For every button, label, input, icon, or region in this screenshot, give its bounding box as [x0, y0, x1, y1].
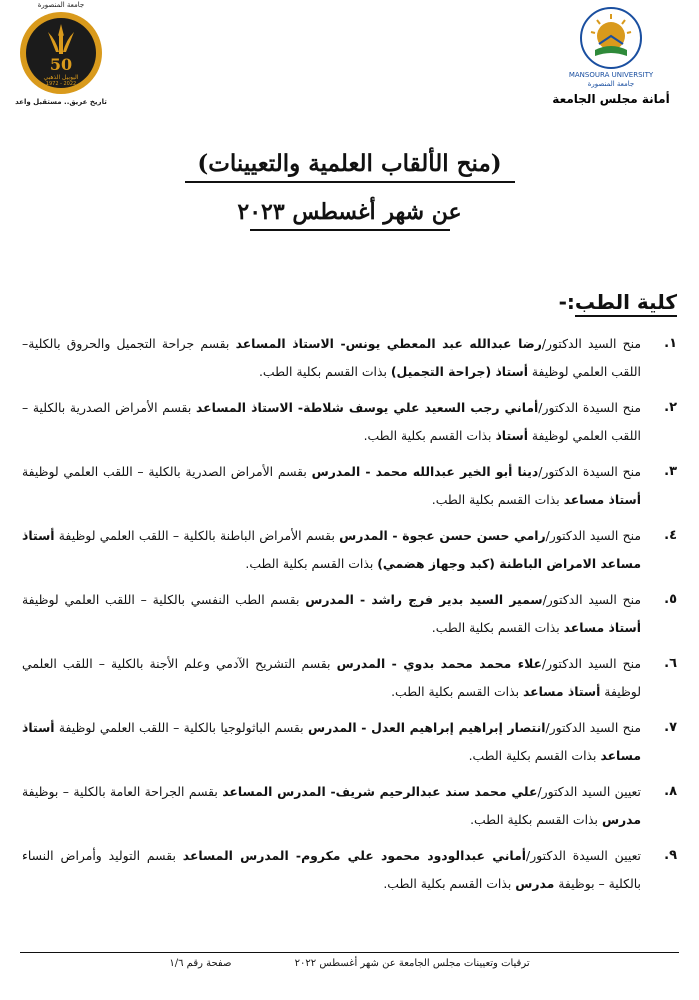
appointments-list	[22, 330, 677, 906]
list-item-number: ٩.	[664, 848, 677, 863]
university-logo-en-text: MANSOURA UNIVERSITY	[568, 71, 654, 79]
item-title: أستاذ مساعد	[22, 720, 641, 763]
list-item-text	[22, 394, 641, 450]
golden-jubilee-logo	[15, 1, 107, 106]
item-title: أستاذ مساعد	[563, 620, 641, 635]
item-title: أستاذ	[495, 428, 528, 443]
item-name: انتصار إبراهيم إبراهيم العدل - المدرس	[307, 720, 546, 735]
council-secretariat-caption: أمانة مجلس الجامعة	[552, 92, 670, 106]
university-emblem-icon	[579, 6, 643, 70]
list-item	[22, 714, 677, 770]
item-department: بقسم الطب النفسي بالكلية – اللقب العلمي لوظيفة	[22, 592, 306, 607]
item-title: مدرس	[601, 812, 641, 827]
item-department: بقسم جراحة التجميل والحروق بالكلية– اللقب العلمي لوظيفة	[22, 336, 641, 379]
list-item-number: ٥.	[664, 592, 677, 607]
title-block	[0, 150, 699, 231]
section-heading-text: كلية الطب	[575, 290, 677, 317]
item-name: أماني رجب السعيد علي يوسف شلاطة- الاستاذ المساعد	[195, 400, 539, 415]
item-name: أماني عبدالودود محمود علي مكروم- المدرس المساعد	[182, 848, 527, 863]
list-item	[22, 842, 677, 898]
list-item	[22, 522, 677, 578]
list-item	[22, 586, 677, 642]
item-title: أستاذ مساعد الامراض الباطنة (كبد وجهاز هضمي)	[22, 528, 641, 571]
subtitle-underline	[250, 229, 450, 231]
item-name: رامي حسن حسن عجوة - المدرس	[339, 528, 546, 543]
list-item-number: ٢.	[664, 400, 677, 415]
footer-title: ترقيات وتعيينات مجلس الجامعة عن شهر أغسطس ٢٠٢٢	[294, 958, 530, 969]
jubilee-slogan: تاريخ عريق.. مستقبل واعد	[15, 98, 107, 106]
list-item-number: ٨.	[664, 784, 677, 799]
item-prefix: منح السيد الدكتور/	[545, 720, 641, 735]
jubilee-mid-text: اليوبيل الذهبي	[43, 74, 79, 81]
page-subtitle: عن شهر أغسطس ٢٠٢٣	[237, 199, 462, 225]
item-suffix: بذات القسم بكلية الطب.	[391, 684, 523, 699]
item-name: دينا أبو الخير عبدالله محمد - المدرس	[311, 464, 539, 479]
item-department: بقسم الجراحة العامة بالكلية – بوظيفة	[22, 784, 223, 799]
page-footer	[0, 958, 699, 969]
list-item	[22, 650, 677, 706]
item-name: علاء محمد محمد بدوي - المدرس	[336, 656, 542, 671]
item-department: بقسم الأمراض الصدرية بالكلية – اللقب العلمي لوظيفة	[22, 400, 641, 443]
item-department: بقسم الباثولوجيا بالكلية – اللقب العلمي لوظيفة	[54, 720, 308, 735]
item-suffix: بذات القسم بكلية الطب.	[245, 556, 378, 571]
item-name: علي محمد سند عبدالرحيم شريف- المدرس المساعد	[222, 784, 538, 799]
item-suffix: بذات القسم بكلية الطب.	[468, 748, 601, 763]
item-suffix: بذات القسم بكلية الطب.	[431, 620, 564, 635]
item-department: بقسم التوليد وأمراض النساء بالكلية – بوظيفة	[22, 848, 641, 891]
list-item-number: ٣.	[664, 464, 677, 479]
list-item	[22, 458, 677, 514]
item-prefix: منح السيد الدكتور/	[541, 336, 642, 351]
item-department: بقسم الأمراض الصدرية بالكلية – اللقب العلمي لوظيفة	[22, 464, 312, 479]
item-department: بقسم التشريح الآدمي وعلم الأجنة بالكلية – اللقب العلمي لوظيفة	[22, 656, 641, 699]
page-title: (منح الألقاب العلمية والتعيينات)	[197, 150, 502, 177]
list-item-text	[22, 778, 641, 834]
item-suffix: بذات القسم بكلية الطب.	[431, 492, 564, 507]
list-item-number: ٤.	[664, 528, 677, 543]
jubilee-top-text: جامعة المنصورة	[37, 1, 85, 9]
item-prefix: منح السيد الدكتور/	[542, 592, 641, 607]
list-item-text	[22, 586, 641, 642]
list-item-text	[22, 522, 641, 578]
item-suffix: بذات القسم بكلية الطب.	[383, 876, 516, 891]
university-logo-ar-text: جامعة المنصورة	[587, 80, 635, 88]
item-name: رضا عبدالله عبد المعطي يونس- الاستاذ المساعد	[235, 336, 542, 351]
list-item-text	[22, 458, 641, 514]
university-logo	[551, 6, 671, 106]
list-item-number: ٦.	[664, 656, 677, 671]
list-item	[22, 778, 677, 834]
item-prefix: منح السيدة الدكتور/	[538, 400, 641, 415]
jubilee-number: 50	[49, 55, 73, 74]
list-item-text	[22, 330, 641, 386]
item-suffix: بذات القسم بكلية الطب.	[258, 364, 391, 379]
title-underline	[185, 181, 515, 183]
item-suffix: بذات القسم بكلية الطب.	[470, 812, 602, 827]
item-prefix: منح السيد الدكتور/	[541, 656, 641, 671]
item-title: أستاذ مساعد	[563, 492, 641, 507]
list-item-number: ٧.	[664, 720, 677, 735]
item-prefix: منح السيد الدكتور/	[545, 528, 641, 543]
item-title: مدرس	[515, 876, 555, 891]
page-number: صفحة رقم ١/٦	[169, 958, 232, 969]
list-item-text	[22, 842, 641, 898]
section-heading	[559, 290, 677, 314]
list-item-text	[22, 650, 641, 706]
item-name: سمير السيد بدير فرج راشد - المدرس	[305, 592, 543, 607]
item-title: أستاذ (جراحة التجميل)	[390, 364, 528, 379]
item-prefix: تعيين السيد الدكتور/	[537, 784, 641, 799]
item-department: بقسم الأمراض الباطنة بالكلية – اللقب العلمي لوظيفة	[54, 528, 340, 543]
jubilee-years: 1972 - 2022	[45, 81, 77, 87]
section-heading-suffix: :-	[558, 290, 575, 314]
item-prefix: منح السيدة الدكتور/	[538, 464, 641, 479]
item-prefix: تعيين السيدة الدكتور/	[526, 848, 641, 863]
list-item-text	[22, 714, 641, 770]
list-item	[22, 394, 677, 450]
item-title: أستاذ مساعد	[522, 684, 601, 699]
list-item	[22, 330, 677, 386]
list-item-number: ١.	[664, 336, 677, 351]
footer-divider	[20, 952, 679, 953]
item-suffix: بذات القسم بكلية الطب.	[363, 428, 496, 443]
